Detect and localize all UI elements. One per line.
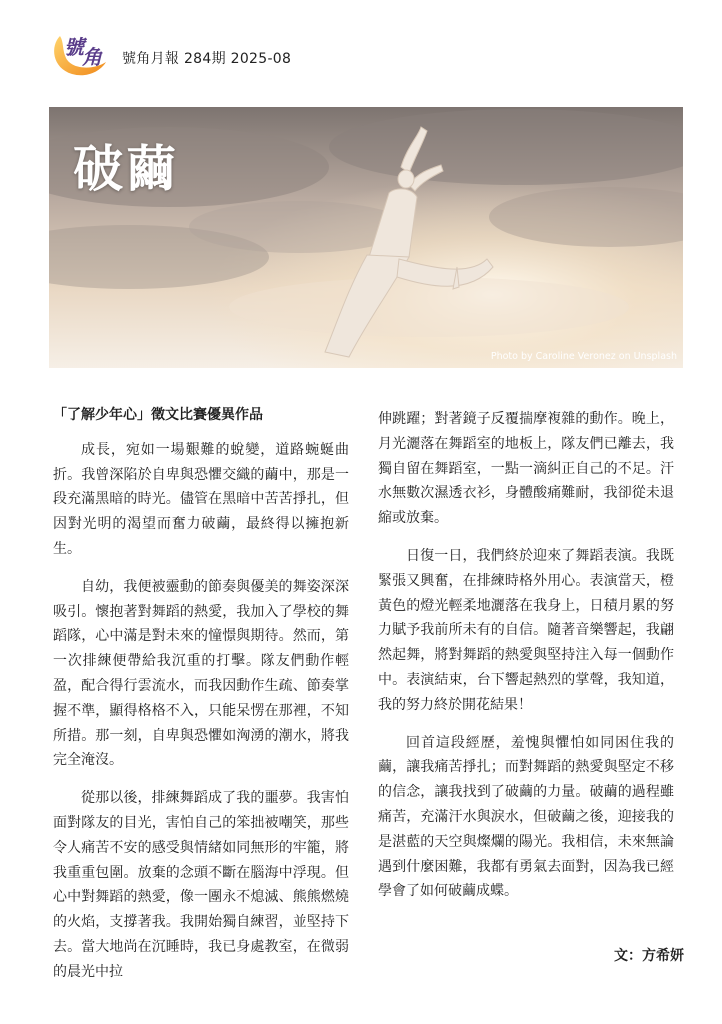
paragraph: 自幼，我便被靈動的節奏與優美的舞姿深深吸引。懷抱著對舞蹈的熱愛，我加入了學校的舞蹈隊，心中滿是對未來的憧憬與期待。然而，第一次排練便帶給我沉重的打擊。隊友們動作輕盈，配合得行雲流水，而我因動作生疏、節奏掌握不準，顯得格格不入，只能呆愣在那裡，不知所措。那一刻，自卑與恐懼如洶湧的潮水，將我完全淹沒。	[53, 578, 349, 769]
photo-credit: Photo by Caroline Veronez on Unsplash	[490, 351, 677, 362]
paragraph: 回首這段經歷，羞愧與懼怕如同困住我的繭，讓我痛苦掙扎；而對舞蹈的熱愛與堅定不移的信念，讓我找到了破繭的力量。破繭的過程雖痛苦，充滿汗水與淚水，但破繭之後，迎接我的是湛藍的天空與燦爛的陽光。我相信，未來無論遇到什麼困難，我都有勇氣去面對，因為我已經學會了如何破繭成蝶。	[378, 734, 674, 900]
publication-logo	[50, 28, 112, 78]
paragraph: 日復一日，我們終於迎來了舞蹈表演。我既緊張又興奮，在排練時格外用心。表演當天，橙黃色的燈光輕柔地灑落在我身上，日積月累的努力賦予我前所未有的自信。隨著音樂響起，我翩然起舞，將對舞蹈的熱愛與堅持注入每一個動作中。表演結束，台下響起熱烈的掌聲，我知道，我的努力終於開花結果！	[378, 547, 674, 713]
article-column-left	[53, 403, 349, 998]
paragraph: 伸跳躍；對著鏡子反覆揣摩複雜的動作。晚上，月光灑落在舞蹈室的地板上，隊友們已離去，我獨自留在舞蹈室，一點一滴糾正自己的不足。汗水無數次濕透衣衫，身體酸痛難耐，我卻從未退縮或放棄。	[378, 411, 674, 527]
article-subheading: 「了解少年心」徵文比賽優異作品	[53, 407, 263, 423]
author-byline: 文：方希妍	[614, 948, 684, 964]
page-header	[50, 24, 670, 80]
svg-text:號: 號	[64, 35, 84, 59]
article-column-right	[378, 407, 674, 917]
article-title: 破繭	[73, 140, 179, 198]
hero-image	[49, 107, 683, 368]
paragraph: 成長，宛如一場艱難的蛻變，道路蜿蜒曲折。我曾深陷於自卑與恐懼交織的繭中，那是一段充滿黑暗的時光。儘管在黑暗中苦苦掙扎，但因對光明的渴望而奮力破繭，最終得以擁抱新生。	[53, 441, 349, 557]
issue-masthead: 號角月報 284期 2025-08	[122, 51, 292, 67]
paragraph: 從那以後，排練舞蹈成了我的噩夢。我害怕面對隊友的目光，害怕自己的笨拙被嘲笑，那些令人痛苦不安的感受與情緒如同無形的牢籠，將我重重包圍。放棄的念頭不斷在腦海中浮現。但心中對舞蹈的熱愛，像一團永不熄滅、熊熊燃燒的火焰，支撐著我。我開始獨自練習，並堅持下去。當大地尚在沉睡時，我已身處教室，在微弱的晨光中拉	[53, 790, 349, 980]
svg-text:角: 角	[82, 45, 102, 69]
